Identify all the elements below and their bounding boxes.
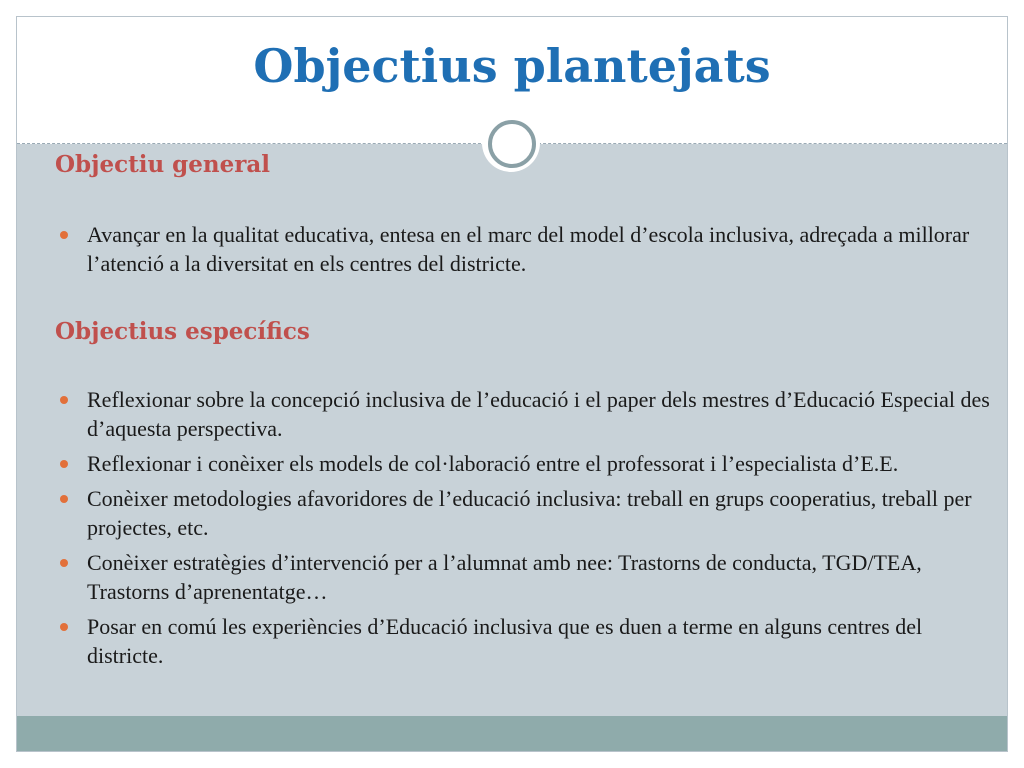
- list-item-text: Conèixer metodologies afavoridores de l’educació inclusiva: treball en grups cooperatius, treball per projectes, etc.: [87, 486, 972, 540]
- list-item: [55, 484, 995, 542]
- list-item-text: Avançar en la qualitat educativa, entesa en el marc del model d’escola inclusiva, adreçada a millorar l’atenció a la diversitat en els centres del districte.: [87, 222, 970, 276]
- specific-objectives-list: [55, 385, 995, 670]
- slide-title: Objectius plantejats: [253, 39, 771, 93]
- bullet-dot-icon: [60, 231, 68, 239]
- list-item: [55, 220, 995, 278]
- bottom-band: [17, 716, 1007, 751]
- list-item-text: Posar en comú les experiències d’Educació inclusiva que es duen a terme en alguns centres del districte.: [87, 614, 923, 668]
- list-item: [55, 449, 995, 478]
- slide: [16, 16, 1008, 752]
- bullet-dot-icon: [60, 623, 68, 631]
- bullet-dot-icon: [60, 460, 68, 468]
- content-text: [55, 147, 995, 676]
- list-item: [55, 548, 995, 606]
- specific-objectives-heading: Objectius específics: [55, 318, 310, 345]
- general-objective-heading: Objectiu general: [55, 151, 270, 178]
- list-item-text: Reflexionar sobre la concepció inclusiva de l’educació i el paper dels mestres d’Educació Especial des d’aquesta perspectiva.: [87, 387, 990, 441]
- list-item-text: Reflexionar i conèixer els models de col·laboració entre el professorat i l’especialista d’E.E.: [87, 451, 899, 476]
- bullet-dot-icon: [60, 396, 68, 404]
- bullet-dot-icon: [60, 495, 68, 503]
- list-item: [55, 612, 995, 670]
- general-objective-list: [55, 220, 995, 278]
- bullet-dot-icon: [60, 559, 68, 567]
- list-item-text: Conèixer estratègies d’intervenció per a l’alumnat amb nee: Trastorns de conducta, TGD/TEA, Trastorns d’aprenentatge…: [87, 550, 922, 604]
- list-item: [55, 385, 995, 443]
